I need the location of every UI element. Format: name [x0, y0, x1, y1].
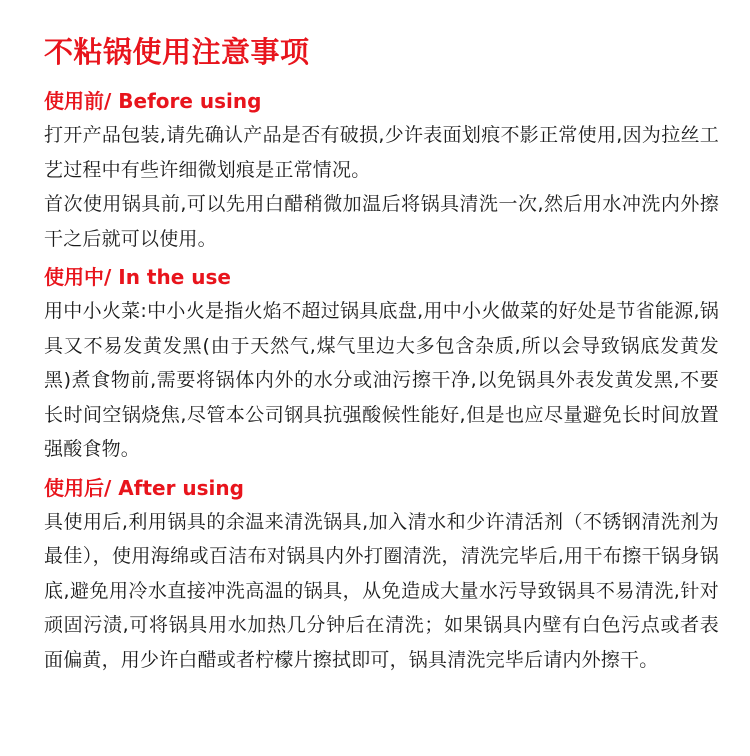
paragraph-inspect-packaging: 打开产品包装,请先确认产品是否有破损,少许表面划痕不影正常使用,因为拉丝工艺过程中有些许细微划痕是正常情况。 — [44, 124, 719, 181]
section-heading-before-using: 使用前/ Before using — [44, 89, 262, 113]
section-before-using — [44, 86, 719, 256]
document-page — [44, 30, 719, 677]
paragraph-first-use-cleaning: 首次使用锅具前,可以先用白醋稍微加温后将锅具清洗一次,然后用水冲洗内外擦干之后就可以使用。 — [44, 193, 719, 250]
paragraph-cleaning-after-use: 具使用后,利用锅具的余温来清洗锅具,加入清水和少许清活剂（不锈钢清洗剂为最佳），使用海绵或百洁布对锅具内外打圈清洗，清洗完毕后,用干布擦干锅身锅底,避免用冷水直接冲洗高温的锅具，从免造成大量水污导致锅具不易清洗,针对顽固污渍,可将锅具用水加热几分钟后在清洗；如果锅具内壁有白色污点或者表面偏黄，用少许白醋或者柠檬片擦拭即可，锅具清洗完毕后请内外擦干。 — [44, 510, 719, 671]
section-after-using — [44, 473, 719, 678]
section-heading-in-use: 使用中/ In the use — [44, 265, 231, 289]
document-title: 不粘锅使用注意事项 — [44, 35, 310, 69]
section-heading-after-using: 使用后/ After using — [44, 475, 244, 500]
section-in-use — [44, 262, 719, 467]
paragraph-heat-guidance: 用中小火菜:中小火是指火焰不超过锅具底盘,用中小火做菜的好处是节省能源,锅具又不易发黄发黑(由于天然气,煤气里边大多包含杂质,所以会导致锅底发黄发黑)煮食物前,需要将锅体内外的水分或油污擦干净,以免锅具外表发黄发黑,不要长时间空锅烧焦,尽管本公司钢具抗强酸候性能好,但是也应尽量避免长时间放置强酸食物。 — [44, 300, 719, 460]
